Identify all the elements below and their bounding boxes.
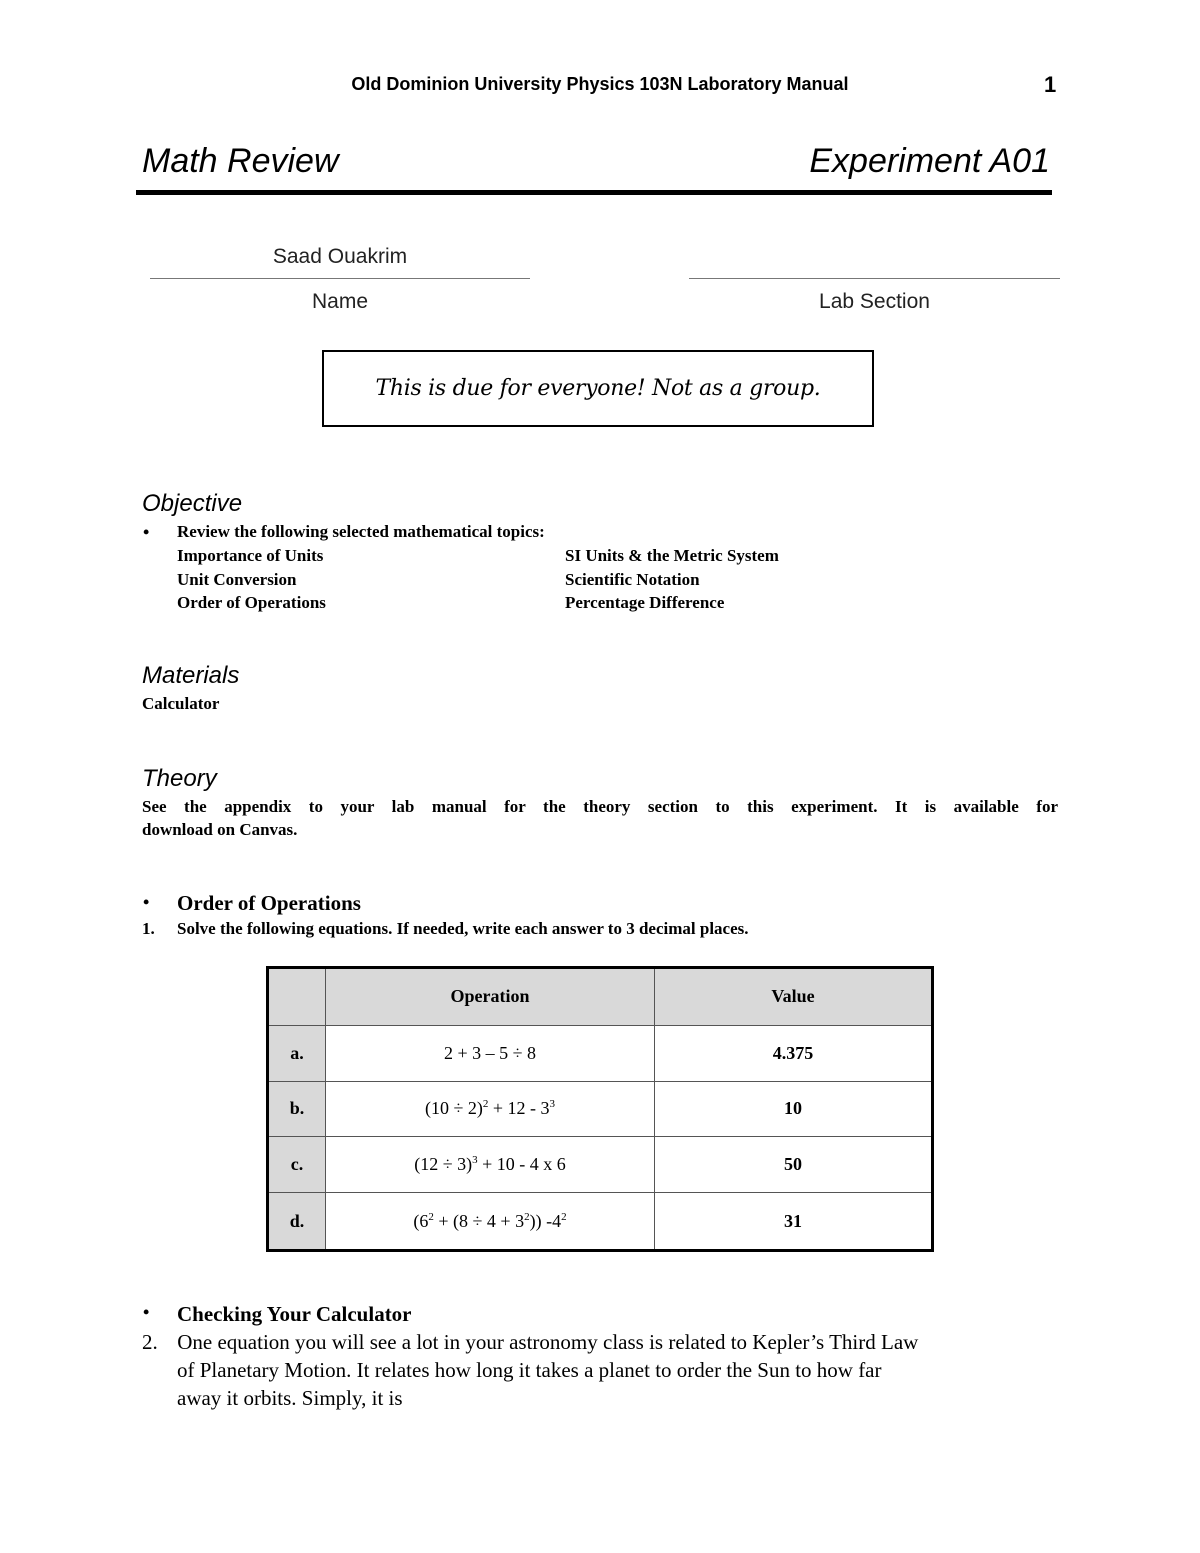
row-letter: d. <box>268 1193 326 1251</box>
topic-item: Importance of Units <box>177 546 324 565</box>
row-value[interactable]: 50 <box>655 1137 933 1193</box>
table-header-row <box>268 968 933 1026</box>
table-row <box>268 1193 933 1251</box>
row-operation: $(10 \div 2)^2 + 12 - 3^3$ <box>326 1081 655 1137</box>
row-value[interactable]: 10 <box>655 1081 933 1137</box>
name-field[interactable]: Saad Ouakrim <box>272 245 408 268</box>
theory-text-line: See the appendix to your lab manual for the theory section to this experiment. It is available for <box>142 797 1058 816</box>
lab-section-label: Lab Section <box>819 290 930 313</box>
notice-box <box>322 350 874 427</box>
order-heading: Order of Operations <box>177 891 361 915</box>
table-row <box>268 1025 933 1081</box>
section-bullet: • <box>143 892 150 912</box>
materials-text: Calculator <box>142 694 220 713</box>
topic-item: Percentage Difference <box>565 593 725 612</box>
title-rule <box>136 190 1052 195</box>
table-row <box>268 1137 933 1193</box>
header-corner <box>268 968 326 1026</box>
topic-item: Order of Operations <box>177 593 326 612</box>
calculator-text-line: away it orbits. Simply, it is <box>177 1386 403 1410</box>
row-letter: b. <box>268 1081 326 1137</box>
name-label: Name <box>311 290 369 313</box>
row-operation: $(12 \div 3)^3 + 10 - 4$ x 6 <box>326 1137 655 1193</box>
row-value[interactable]: 31 <box>655 1193 933 1251</box>
row-value[interactable]: 4.375 <box>655 1025 933 1081</box>
row-letter: c. <box>268 1137 326 1193</box>
question-number: 2. <box>142 1330 158 1354</box>
materials-heading: Materials <box>142 662 240 689</box>
question-instruction: Solve the following equations. If needed, write each answer to 3 decimal places. <box>177 919 749 938</box>
calculator-heading: Checking Your Calculator <box>177 1302 412 1326</box>
section-bullet: • <box>143 1302 150 1322</box>
calculator-text-line: of Planetary Motion. It relates how long it takes a planet to order the Sun to how far <box>177 1358 882 1382</box>
calculator-text-line: One equation you will see a lot in your astronomy class is related to Kepler’s Third Law <box>172 1330 919 1354</box>
operations-table <box>266 966 934 1252</box>
document-title: Math Review <box>142 142 339 180</box>
page-number: 1 <box>1044 72 1057 97</box>
theory-heading: Theory <box>142 765 217 792</box>
row-operation: 2 + 3 – 5 ÷ 8 <box>326 1025 655 1081</box>
running-header: Old Dominion University Physics 103N Laboratory Manual <box>351 74 849 94</box>
objective-bullet: • <box>143 522 150 542</box>
topic-item: Unit Conversion <box>177 570 297 589</box>
objective-intro: Review the following selected mathematical topics: <box>177 522 545 541</box>
header-operation: Operation <box>326 968 655 1026</box>
row-operation: $(6^2 + (8 \div 4 + 3^2))$ $-4^2$ <box>326 1193 655 1251</box>
topic-item: SI Units & the Metric System <box>565 546 779 565</box>
row-letter: a. <box>268 1025 326 1081</box>
topic-item: Scientific Notation <box>565 570 700 589</box>
table-row <box>268 1081 933 1137</box>
theory-text-line: download on Canvas. <box>142 820 298 839</box>
name-underline <box>150 278 530 279</box>
notice-text: This is due for everyone! Not as a group. <box>375 376 821 401</box>
experiment-id: Experiment A01 <box>809 142 1050 180</box>
lab-section-field[interactable] <box>689 278 1060 279</box>
question-number: 1. <box>142 919 155 938</box>
header-value: Value <box>655 968 933 1026</box>
objective-heading: Objective <box>142 490 243 517</box>
